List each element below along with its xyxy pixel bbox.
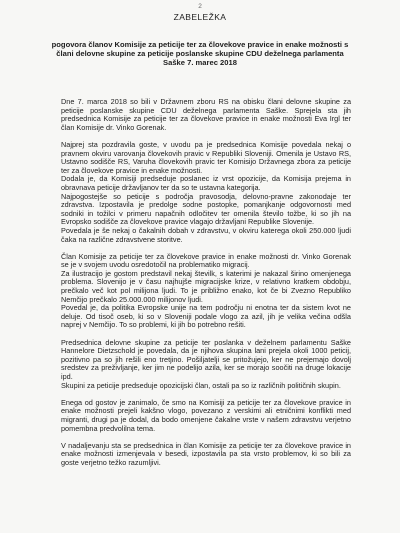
document-title: ZABELEŽKA — [173, 12, 227, 22]
document-body — [61, 98, 351, 468]
body-paragraph: Dodala je, da Komisiji predseduje poslanec iz vrst opozicije, da Komisija prejema in obravnava peticije državljanov ter da so te ustavna kategorija. — [61, 174, 351, 192]
body-paragraph: Najprej sta pozdravila goste, v uvodu pa je predsednica Komisije povedala nekaj o pravnem okviru varovanja človekovih pravic v Republiki Sloveniji. Omenila je Ustavo RS, Ustavno sodišče RS, Varuha človekovih pravic ter Komisijo Državnega zbora za peticije ter za človekove pravice in enake možnosti. — [61, 139, 351, 175]
body-paragraph: Dne 7. marca 2018 so bili v Državnem zboru RS na obisku člani delovne skupine za peticije poslanske skupine CDU deželnega parlamenta Saške. Sprejela sta jih predsednica Komisije za peticije ter za človekove pravice in enake možnosti Eva Irgl ter član Komisije dr. Vinko Gorenak. — [61, 97, 351, 132]
body-paragraph: V nadaljevanju sta se predsednica in član Komisije za peticije ter za človekove pravice in enake možnosti izmenjevala v besedi, izpostavila pa sta vrsto problemov, ki so bili za goste verjetno težko razumljivi. — [61, 440, 351, 467]
body-paragraph: Enega od gostov je zanimalo, če smo na Komisiji za peticije ter za človekove pravice in enake možnosti prejeli kakšno vlogo, povezano z verskimi ali etničnimi konflikti med migranti, drugi pa je dodal, da bodo omenjene čakalne vrste v našem zdravstvu verjetno pomembna predvolilna tema. — [61, 397, 351, 433]
body-paragraph: Povedal je, da politika Evropske unije na tem področju ni enotna ter da sistem kvot ne deluje. Od tisoč oseb, ki so v Sloveniji podale vlogo za azil, jih je velika večina odšla naprej v Nemčijo. To so problemi, ki jih bo potrebno rešiti. — [61, 303, 351, 330]
document-subheader: pogovora članov Komisije za peticije ter za človekove pravice in enake možnosti s člani delovne skupine za peticije poslanske skupine CDU deželnega parlamenta Saške 7. marec 2018 — [51, 40, 349, 67]
body-paragraph: Najpogostejše so peticije s področja pravosodja, delovno-pravne zakonodaje ter zdravstva. Izpostavila je predolge sodne postopke, pomanjkanje odgovornosti med sodniki in tožilci v primeru napačnih odločitev ter omenila število tožbe, ki so jih na Evropsko sodišče za človekove pravice vlagajo državljani Republike Slovenije. — [61, 191, 351, 227]
body-paragraph: Skupini za peticije predseduje opozicijski član, ostali pa so iz različnih političnih skupin. — [61, 380, 341, 390]
body-paragraph: Član Komisije za peticije ter za človekove pravice in enake možnosti dr. Vinko Gorenak se je v svojem uvodu osredotočil na problematiko migracij. — [61, 251, 351, 270]
body-paragraph: Povedala je še nekaj o čakalnih dobah v zdravstvu, v okviru katerega okoli 250.000 ljudi čaka na različne zdravstvene storitve. — [61, 225, 351, 244]
body-paragraph: Za ilustracijo je gostom predstavil nekaj številk, s katerimi je nakazal širino omenjenega problema. Slovenijo je v času najhujše migracijske krize, v relativno kratkem obdobju, prečkalo več kot pol milijona ljudi. To je približno enako, kot če bi Zvezno Republiko Nemčijo prečkalo 25.000.000 milijonov ljudi. — [61, 268, 351, 304]
page-number: 2 — [198, 3, 202, 10]
body-paragraph: Predsednica delovne skupine za peticije ter poslanka v deželnem parlamentu Saške Hannelore Dietzschold je povedala, da je njihova skupina lani prejela okoli 1000 peticij, pozitivno pa so jih rešili eno tretjino. Pošiljatelji se pritožujejo, ker ne prejemajo dovolj sredstev za preživljanje, ker jim ne podelijo azila, ker se morajo soočiti na druge lokacije ipd. — [61, 337, 351, 381]
